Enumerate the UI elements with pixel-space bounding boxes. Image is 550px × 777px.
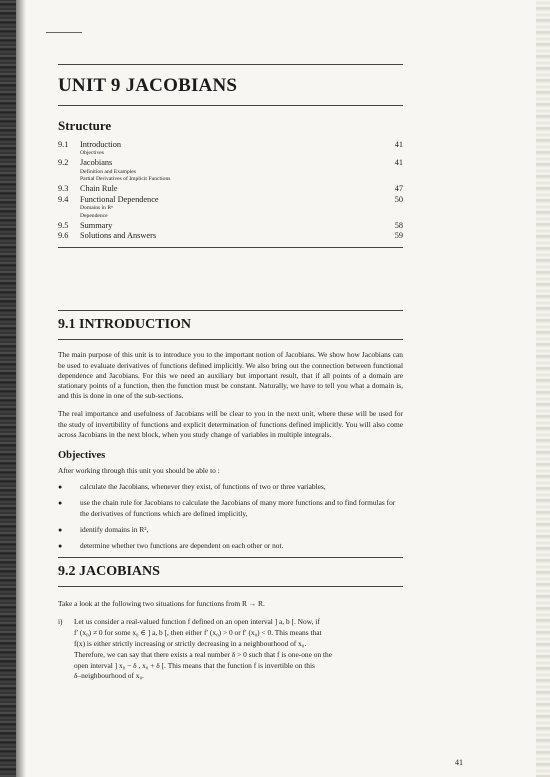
intro-bottom-rule <box>58 339 403 340</box>
bullet-icon: ● <box>58 483 63 492</box>
item-line: Therefore, we can say that there exists a real number δ > 0 such that f is one-one on the <box>74 649 333 659</box>
bullet-icon: ● <box>58 525 63 534</box>
toc-number: 9.3 <box>58 184 69 194</box>
scan-shadow-left <box>0 0 16 777</box>
toc-page: 47 <box>394 184 403 194</box>
objective-item <box>58 498 403 518</box>
toc-row <box>58 221 403 231</box>
header-rule <box>58 64 403 65</box>
toc-title: Summary <box>80 220 113 230</box>
objective-text: calculate the Jacobians, whenever they exist, of functions of two or three variables, <box>80 482 326 492</box>
toc-page: 41 <box>394 140 403 149</box>
jacobians-bottom-rule <box>58 586 403 587</box>
bullet-icon: ● <box>58 542 63 551</box>
intro-heading: 9.1 INTRODUCTION <box>58 317 192 333</box>
scan-edge-right <box>536 0 550 777</box>
toc-row <box>58 231 403 241</box>
toc-number: 9.5 <box>58 220 69 230</box>
toc-subsection: Partial Derivatives of Implicit Functions <box>80 176 171 183</box>
toc-number: 9.1 <box>58 140 69 149</box>
toc-page: 50 <box>394 194 403 204</box>
objective-item <box>58 541 403 551</box>
toc-page: 59 <box>394 231 403 241</box>
item-line: f(x) is either strictly increasing or strictly decreasing in a neighbourhood of x₀. <box>74 639 307 649</box>
item-line: open interval ] x₀ − δ , x₀ + δ [. This means that the function f is invertible on this <box>74 660 315 670</box>
toc-subsection: Dependence <box>80 212 108 219</box>
objective-item <box>58 482 403 492</box>
objective-text: determine whether two functions are dependent on each other or not. <box>80 541 284 551</box>
structure-heading: Structure <box>58 118 112 133</box>
toc-subsection: Definition and Examples <box>80 168 136 175</box>
toc-page: 58 <box>394 220 403 230</box>
toc-row <box>58 158 403 168</box>
toc-title: Solutions and Answers <box>80 231 157 241</box>
jacobians-lead: Take a look at the following two situations for functions from R → R. <box>58 599 265 609</box>
page-number: 41 <box>455 758 463 767</box>
jacobians-top-rule <box>58 557 403 558</box>
item-line: Let us consider a real-valued function f defined on an open interval ] a, b [. Now, if <box>74 617 320 627</box>
toc-subsection: Domains in Rⁿ <box>80 205 113 212</box>
toc-row <box>58 140 403 150</box>
table-of-contents <box>58 140 403 241</box>
toc-title: Jacobians <box>80 158 113 168</box>
title-rule <box>58 105 403 106</box>
intro-paragraph-1: The main purpose of this unit is to introduce you to the important notion of Jacobians. We show how Jacobians can be used to evaluate derivatives of functions defined implicitly. We also bring out the connection between functional dependence and Jacobians. For this we need an auxiliary but important result, that if all points of a domain are stationary points of a function, then the function must be constant. Naturally, we have to tell you what a domain is, and this is done in one of the sub-sections. <box>58 350 403 401</box>
jacobians-heading: 9.2 JACOBIANS <box>58 564 160 580</box>
toc-row <box>58 184 403 194</box>
item-number: i) <box>58 617 63 627</box>
intro-top-rule <box>58 310 403 311</box>
toc-title: Introduction <box>80 140 122 149</box>
jacobians-item-1 <box>58 617 403 682</box>
toc-page: 41 <box>394 158 403 168</box>
unit-title: UNIT 9 JACOBIANS <box>58 75 238 96</box>
toc-number: 9.2 <box>58 158 69 168</box>
toc-number: 9.6 <box>58 231 69 241</box>
objective-text: use the chain rule for Jacobians to calculate the Jacobians of many more functions and to find formulas for the derivatives of functions which are defined implicitly, <box>80 498 396 518</box>
item-line: f′ (x₀) ≠ 0 for some x₀ ∈ ] a, b [, then either f′ (x₀) > 0 or f′ (x₀) < 0. This means that <box>74 628 322 638</box>
toc-row <box>58 195 403 205</box>
intro-paragraph-2: The real importance and usefulness of Jacobians will be clear to you in the next unit, where these will be used for the study of invertibility of functions and explicit determination of functions defined implicitly. You will also come across Jacobians in the next block, when you study change of variables in multiple integrals. <box>58 409 403 439</box>
top-mark <box>46 32 82 33</box>
objectives-lead: After working through this unit you should be able to : <box>58 466 220 476</box>
item-text <box>74 617 403 682</box>
scan-shadow-gradient <box>16 0 26 777</box>
document-page <box>58 64 403 682</box>
toc-title: Chain Rule <box>80 184 118 194</box>
objectives-heading: Objectives <box>58 450 106 462</box>
toc-title: Functional Dependence <box>80 194 159 204</box>
item-line: δ–neighbourhood of x₀. <box>74 671 144 681</box>
toc-subsection: Objectives <box>80 150 104 157</box>
bullet-icon: ● <box>58 499 63 508</box>
objectives-list <box>58 482 403 551</box>
objective-text: identify domains in R², <box>80 524 149 534</box>
objective-item <box>58 525 403 535</box>
toc-number: 9.4 <box>58 194 69 204</box>
